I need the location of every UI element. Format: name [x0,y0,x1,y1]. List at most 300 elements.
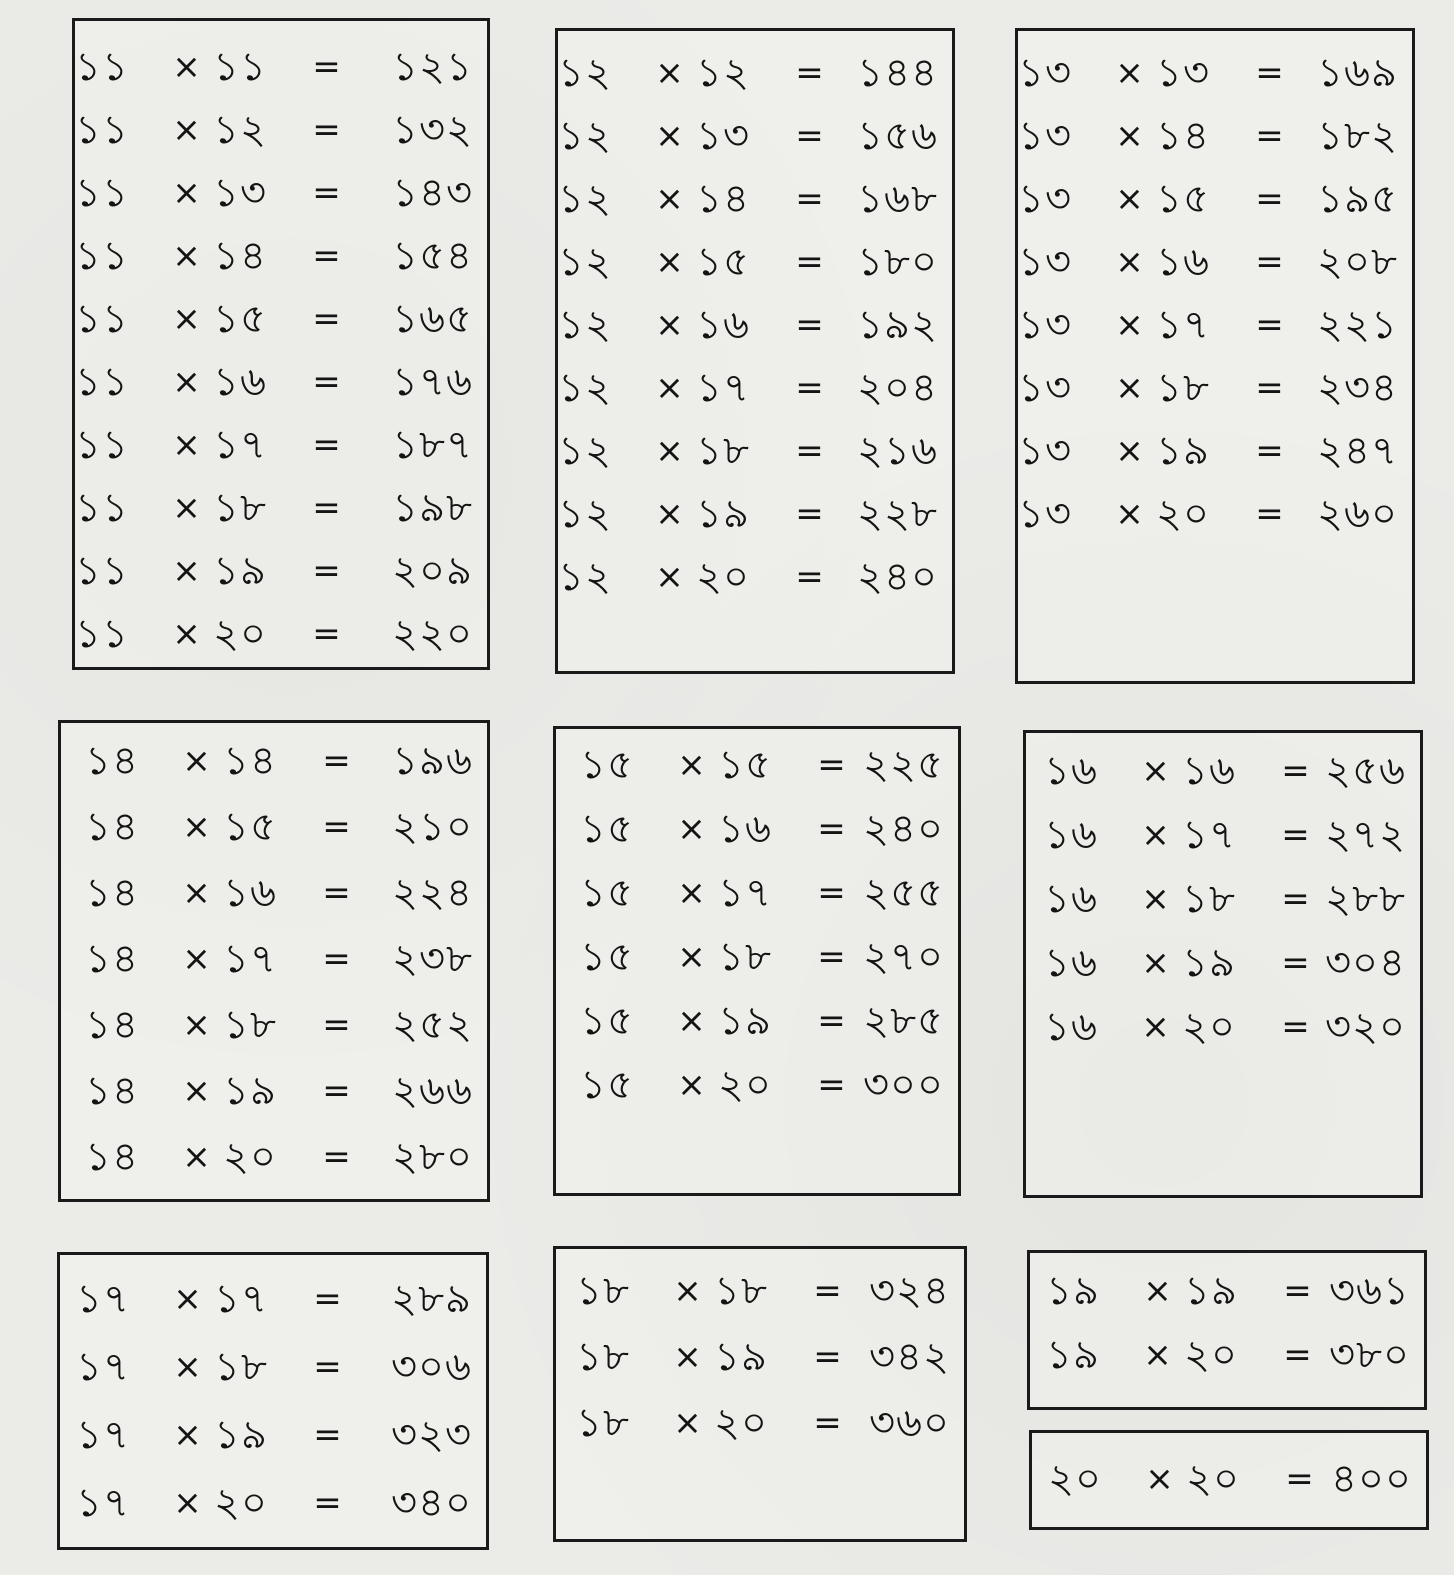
multiplier: ১৭ [213,422,267,468]
product: ২৩৮ [392,936,473,982]
product: ১৩২ [392,107,473,153]
times-sign: × [655,431,685,471]
table-row [1026,995,1420,1059]
table-row [558,167,952,231]
equals-sign: = [312,488,342,528]
multiplier: ২০ [714,1400,769,1446]
table-row [75,35,487,99]
product: ২২১ [1317,302,1398,348]
multiplier: ২০ [1184,1332,1239,1378]
product: ২২৪ [392,870,473,916]
multiplier: ১২ [213,107,267,153]
multiplier: ১৯ [696,491,750,537]
times-sign: × [182,1005,212,1045]
times-sign: × [182,741,212,781]
product: ২৮৯ [391,1276,472,1322]
times-sign: × [677,745,707,785]
table-row [75,287,487,351]
equals-sign: = [312,614,342,654]
table-row [558,104,952,168]
times-sign: × [182,807,212,847]
times-sign: × [172,551,202,591]
multiplier: ১৯ [718,998,772,1044]
table-row [61,861,487,925]
times-sign: × [655,494,685,534]
product: ১৬৮ [857,176,938,222]
multiplier: ১৬ [1182,748,1236,794]
multiplicand: ২০ [1048,1456,1103,1502]
table-row [558,482,952,546]
multiplier: ২০ [1186,1456,1241,1502]
times-sign: × [182,1071,212,1111]
multiplicand: ১২ [558,113,612,159]
equals-sign: = [1255,179,1285,219]
product: ১৯৬ [392,738,473,784]
product: ১৯৮ [392,485,473,531]
product: ২৮৫ [863,998,944,1044]
product: ২১৬ [857,428,938,474]
multiplicand: ১৫ [580,1062,634,1108]
multiplicand: ১৫ [580,742,634,788]
multiplicand: ১২ [558,365,612,411]
multiplicand: ১৪ [85,1068,139,1114]
equals-sign: = [312,551,342,591]
multiplier: ১৬ [223,870,277,916]
times-sign: × [655,53,685,93]
equals-sign: = [1255,305,1285,345]
product: ২০৮ [1317,239,1398,285]
table-row [1018,356,1412,420]
multiplier: ১৩ [1156,50,1210,96]
table-18 [553,1246,967,1542]
equals-sign: = [795,431,825,471]
times-sign: × [1115,494,1145,534]
table-row [75,350,487,414]
equals-sign: = [795,242,825,282]
multiplicand: ১২ [558,554,612,600]
times-sign: × [1115,431,1145,471]
multiplicand: ১৮ [576,1400,630,1446]
equals-sign: = [312,110,342,150]
equals-sign: = [1255,494,1285,534]
product: ২১০ [392,804,473,850]
table-row [1026,739,1420,803]
times-sign: × [172,614,202,654]
multiplicand: ১২ [558,428,612,474]
times-sign: × [655,179,685,219]
times-sign: × [172,299,202,339]
product: ১৬৫ [392,296,473,342]
table-row [60,1267,486,1331]
product: ৩২৪ [869,1268,950,1314]
product: ৩২৩ [390,1412,472,1458]
product: ৩৪০ [391,1480,472,1526]
multiplier: ১৯ [223,1068,277,1114]
equals-sign: = [1255,242,1285,282]
times-sign: × [655,305,685,345]
table-row [558,419,952,483]
multiplier: ১৩ [213,170,267,216]
equals-sign: = [795,368,825,408]
multiplier: ১৬ [696,302,750,348]
multiplicand: ১৩ [1018,302,1072,348]
multiplicand: ১১ [75,611,129,657]
equals-sign: = [313,1279,343,1319]
table-row [61,729,487,793]
equals-sign: = [795,116,825,156]
table-row [75,476,487,540]
table-row [1032,1447,1426,1511]
multiplicand: ১৬ [1044,940,1098,986]
multiplier: ১৮ [718,934,772,980]
multiplicand: ১৩ [1018,239,1072,285]
multiplicand: ১৫ [580,870,634,916]
equals-sign: = [817,1065,847,1105]
multiplicand: ১৪ [85,870,139,916]
table-row [558,41,952,105]
product: ২৬০ [1316,491,1398,537]
table-row [75,224,487,288]
table-row [558,356,952,420]
times-sign: × [1115,242,1145,282]
multiplier: ১৯ [214,1412,268,1458]
times-sign: × [182,939,212,979]
equals-sign: = [1281,751,1311,791]
multiplicand: ১৪ [85,1134,139,1180]
table-row [75,539,487,603]
times-sign: × [1115,305,1145,345]
product: ১৪৩ [392,170,473,216]
times-sign: × [1145,1459,1175,1499]
multiplier: ১৮ [213,485,267,531]
equals-sign: = [795,53,825,93]
multiplicand: ১৪ [85,738,139,784]
times-sign: × [173,1347,203,1387]
multiplier: ১৯ [1182,940,1236,986]
times-sign: × [673,1403,703,1443]
product: ১৯৫ [1317,176,1398,222]
table-row [75,413,487,477]
equals-sign: = [813,1337,843,1377]
equals-sign: = [312,236,342,276]
equals-sign: = [322,1137,352,1177]
product: ১৮০ [857,239,938,285]
product: ৩৮০ [1329,1332,1410,1378]
multiplier: ১৮ [714,1268,768,1314]
table-row [1018,41,1412,105]
multiplicand: ১১ [75,422,129,468]
table-14 [58,720,490,1202]
times-sign: × [655,242,685,282]
table-row [75,98,487,162]
equals-sign: = [817,1001,847,1041]
product: ১৮২ [1317,113,1398,159]
multiplier: ১৫ [718,742,772,788]
table-19 [1027,1250,1427,1410]
equals-sign: = [1255,116,1285,156]
multiplicand: ১১ [75,107,129,153]
multiplicand: ১১ [75,44,129,90]
product: ২৩৪ [1317,365,1398,411]
multiplicand: ১৩ [1018,491,1072,537]
equals-sign: = [795,494,825,534]
multiplier: ২০ [696,554,751,600]
multiplier: ১৯ [1156,428,1210,474]
multiplier: ২০ [1156,491,1211,537]
multiplier: ১৯ [213,548,267,594]
multiplicand: ১৭ [76,1412,130,1458]
equals-sign: = [795,557,825,597]
times-sign: × [673,1337,703,1377]
equals-sign: = [1255,431,1285,471]
equals-sign: = [813,1271,843,1311]
times-sign: × [677,937,707,977]
product: ২৫২ [392,1002,473,1048]
multiplicand: ১৩ [1018,113,1072,159]
multiplicand: ১১ [75,359,129,405]
product: ১২১ [392,44,473,90]
table-row [1026,867,1420,931]
multiplicand: ১৬ [1044,1004,1098,1050]
times-sign: × [172,110,202,150]
product: ৪০০ [1331,1456,1412,1502]
multiplier: ১৮ [1156,365,1210,411]
equals-sign: = [813,1403,843,1443]
table-row [61,1125,487,1189]
equals-sign: = [817,937,847,977]
times-sign: × [172,173,202,213]
multiplicand: ১১ [75,485,129,531]
multiplier: ১৪ [696,176,750,222]
table-row [558,545,952,609]
multiplier: ১৫ [213,296,267,342]
equals-sign: = [322,1071,352,1111]
multiplicand: ১৫ [580,806,634,852]
equals-sign: = [312,173,342,213]
equals-sign: = [817,873,847,913]
multiplier: ১৫ [1156,176,1210,222]
table-row [1026,803,1420,867]
product: ২৪০ [857,554,938,600]
table-row [1030,1323,1424,1387]
table-15 [553,726,961,1196]
product: ২৭০ [862,934,944,980]
multiplier: ১৭ [223,936,277,982]
times-sign: × [173,1415,203,1455]
table-row [60,1335,486,1399]
multiplicand: ১৮ [576,1268,630,1314]
product: ৩০৬ [390,1344,472,1390]
multiplier: ১৪ [1156,113,1210,159]
table-row [556,989,958,1053]
equals-sign: = [322,939,352,979]
multiplicand: ১৩ [1018,428,1072,474]
equals-sign: = [312,425,342,465]
multiplicand: ১৯ [1046,1268,1100,1314]
table-row [75,161,487,225]
table-row [556,1259,964,1323]
product: ২৬৬ [391,1068,473,1114]
multiplicand: ১৯ [1046,1332,1100,1378]
product: ২০৪ [857,365,938,411]
multiplier: ১৬ [718,806,772,852]
product: ১৫৬ [857,113,938,159]
product: ৩৬১ [1329,1268,1410,1314]
multiplicand: ১৮ [576,1334,630,1380]
product: ৩০৪ [1325,940,1406,986]
multiplicand: ১৭ [76,1276,130,1322]
equals-sign: = [322,873,352,913]
times-sign: × [1115,368,1145,408]
times-sign: × [1141,1007,1171,1047]
times-sign: × [1115,53,1145,93]
times-sign: × [172,488,202,528]
product: ২২৮ [857,491,938,537]
table-16 [1023,730,1423,1198]
times-sign: × [172,362,202,402]
multiplier: ২০ [214,1480,269,1526]
multiplier: ১৭ [1182,812,1236,858]
multiplicand: ১২ [558,239,612,285]
equals-sign: = [322,741,352,781]
product: ১৭৬ [392,359,473,405]
times-sign: × [677,1065,707,1105]
table-row [1018,230,1412,294]
times-sign: × [172,47,202,87]
product: ২০৯ [392,548,473,594]
equals-sign: = [1285,1459,1315,1499]
table-row [1026,931,1420,995]
multiplicand: ১৩ [1018,365,1072,411]
times-sign: × [655,116,685,156]
product: ১৯২ [857,302,938,348]
multiplier: ১৭ [718,870,772,916]
times-sign: × [172,425,202,465]
product: ১৪৪ [857,50,938,96]
product: ২৪৭ [1317,428,1398,474]
multiplier: ১৫ [696,239,750,285]
times-sign: × [1141,815,1171,855]
multiplier: ১৮ [696,428,750,474]
multiplicand: ১২ [558,491,612,537]
product: ১৫৪ [392,233,473,279]
multiplier: ২০ [223,1134,278,1180]
times-sign: × [182,1137,212,1177]
equals-sign: = [1255,368,1285,408]
product: ২৮০ [392,1134,473,1180]
table-12 [555,28,955,674]
equals-sign: = [795,179,825,219]
equals-sign: = [1283,1335,1313,1375]
table-row [556,925,958,989]
multiplier: ১৭ [214,1276,268,1322]
multiplicand: ১৩ [1018,176,1072,222]
equals-sign: = [1281,879,1311,919]
multiplier: ১৯ [714,1334,768,1380]
product: ২৪০ [863,806,944,852]
multiplier: ১৭ [1156,302,1210,348]
table-17 [57,1252,489,1550]
multiplicand: ১৬ [1044,748,1098,794]
times-sign: × [1143,1335,1173,1375]
times-sign: × [655,557,685,597]
multiplier: ১৮ [214,1344,268,1390]
multiplier: ২০ [718,1062,773,1108]
equals-sign: = [1281,943,1311,983]
multiplicand: ১৪ [85,936,139,982]
product: ২২৫ [863,742,944,788]
multiplier: ১৭ [696,365,750,411]
multiplicand: ১৪ [85,1002,139,1048]
multiplier: ১৮ [1182,876,1236,922]
equals-sign: = [313,1347,343,1387]
multiplicand: ১৭ [76,1480,130,1526]
table-row [1030,1259,1424,1323]
multiplier: ১৫ [223,804,277,850]
product: ৩৬০ [868,1400,950,1446]
multiplier: ২০ [1182,1004,1237,1050]
equals-sign: = [795,305,825,345]
table-row [556,1053,958,1117]
times-sign: × [1115,179,1145,219]
product: ২৭২ [1324,812,1406,858]
multiplicand: ১২ [558,176,612,222]
table-row [75,602,487,666]
multiplier: ১৪ [223,738,277,784]
multiplicand: ১৭ [76,1344,130,1390]
table-13 [1015,28,1415,684]
table-row [558,230,952,294]
times-sign: × [655,368,685,408]
equals-sign: = [312,362,342,402]
multiplier: ১৩ [696,113,750,159]
equals-sign: = [313,1415,343,1455]
multiplicand: ১১ [75,548,129,594]
multiplicand: ১৫ [580,998,634,1044]
multiplier: ১৮ [223,1002,277,1048]
multiplicand: ১৪ [85,804,139,850]
times-sign: × [1143,1271,1173,1311]
equals-sign: = [322,807,352,847]
table-row [556,1325,964,1389]
equals-sign: = [1283,1271,1313,1311]
table-row [61,927,487,991]
multiplicand: ১১ [75,233,129,279]
table-row [61,993,487,1057]
multiplicand: ১২ [558,50,612,96]
times-sign: × [182,873,212,913]
table-row [1018,419,1412,483]
table-row [1018,482,1412,546]
multiplicand: ১৫ [580,934,634,980]
table-row [556,797,958,861]
times-sign: × [677,873,707,913]
product: ৩২০ [1324,1004,1406,1050]
table-row [1018,293,1412,357]
equals-sign: = [817,809,847,849]
product: ১৮৭ [392,422,473,468]
times-sign: × [1141,943,1171,983]
table-20 [1029,1430,1429,1530]
table-row [60,1403,486,1467]
table-row [60,1471,486,1535]
table-11 [72,18,490,670]
table-row [556,1391,964,1455]
multiplicand: ১১ [75,170,129,216]
product: ৩০০ [862,1062,944,1108]
multiplicand: ১১ [75,296,129,342]
table-row [556,733,958,797]
